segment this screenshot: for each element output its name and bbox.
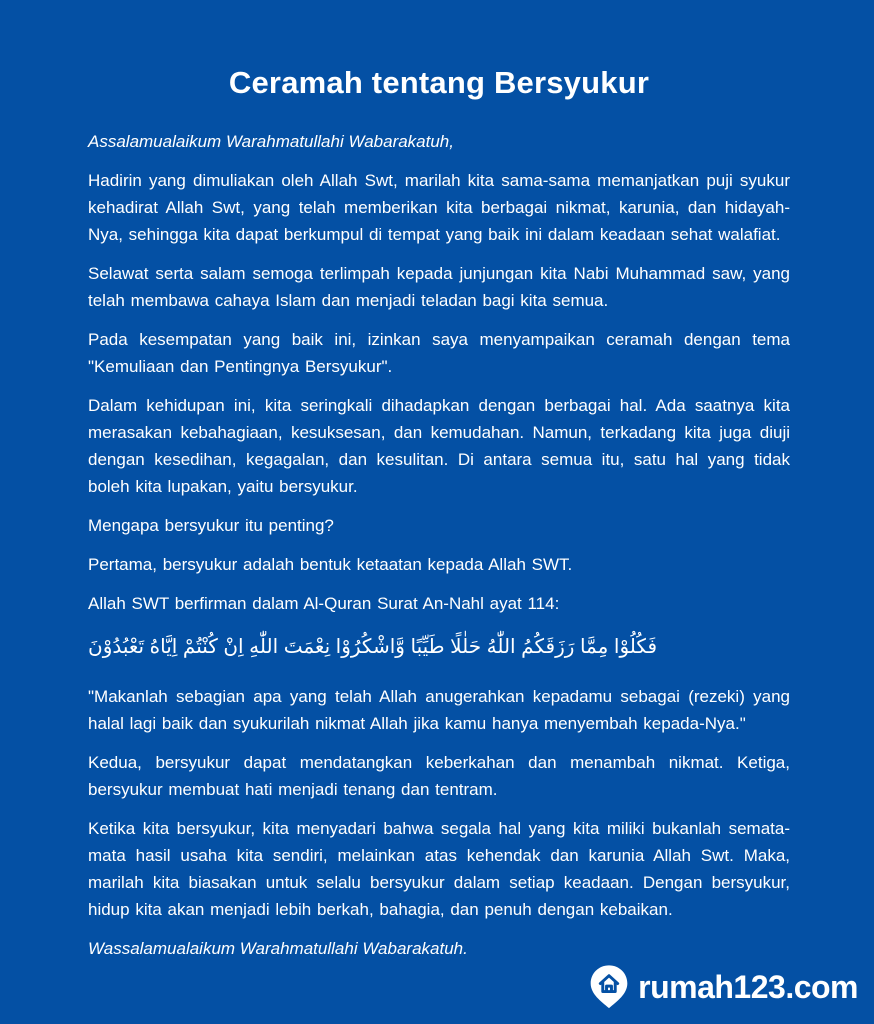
- opening-salutation: Assalamualaikum Warahmatullahi Wabarakatuh,: [88, 132, 454, 151]
- quran-verse-translation: "Makanlah sebagian apa yang telah Allah anugerahkan kepadamu sebagai (rezeki) yang halal lagi baik dan syukurilah nikmat Allah jika kamu hanya menyembah kepada-Nya.": [88, 687, 790, 733]
- paragraph-pertama: Pertama, bersyukur adalah bentuk ketaatan kepada Allah SWT.: [88, 555, 573, 574]
- paragraph-selawat: Selawat serta salam semoga terlimpah kepada junjungan kita Nabi Muhammad saw, yang telah membawa cahaya Islam dan menjadi teladan bagi kita semua.: [88, 264, 790, 310]
- paragraph-intro: Hadirin yang dimuliakan oleh Allah Swt, marilah kita sama-sama memanjatkan puji syukur kehadirat Allah Swt, yang telah memberikan kita berbagai nikmat, karunia, dan hidayah-Nya, sehingga kita dapat berkumpul di tempat yang baik ini dalam keadaan sehat walafiat.: [88, 171, 790, 244]
- document-body: [0, 64, 874, 962]
- paragraph-pertanyaan: Mengapa bersyukur itu penting?: [88, 516, 334, 535]
- paragraph-kehidupan: Dalam kehidupan ini, kita seringkali dihadapkan dengan berbagai hal. Ada saatnya kita merasakan kebahagiaan, kesuksesan, dan kemudahan. Namun, terkadang kita juga diuji dengan kesedihan, kegagalan, dan kesulitan. Di antara semua itu, satu hal yang tidak boleh kita lupakan, yaitu bersyukur.: [88, 396, 790, 496]
- rumah123-logo: [587, 963, 858, 1010]
- closing-salutation: Wassalamualaikum Warahmatullahi Wabarakatuh.: [88, 939, 468, 958]
- paragraph-kedua-ketiga: Kedua, bersyukur dapat mendatangkan keberkahan dan menambah nikmat. Ketiga, bersyukur membuat hati menjadi tenang dan tentram.: [88, 753, 790, 799]
- paragraph-dalil-intro: Allah SWT berfirman dalam Al-Quran Surat An-Nahl ayat 114:: [88, 594, 560, 613]
- paragraph-penutup: Ketika kita bersyukur, kita menyadari bahwa segala hal yang kita miliki bukanlah semata-mata hasil usaha kita sendiri, melainkan atas kehendak dan karunia Allah Swt. Maka, marilah kita biasakan untuk selalu bersyukur dalam setiap keadaan. Dengan bersyukur, hidup kita akan menjadi lebih berkah, bahagia, dan penuh dengan kebaikan.: [88, 819, 790, 919]
- paragraph-tema: Pada kesempatan yang baik ini, izinkan saya menyampaikan ceramah dengan tema "Kemuliaan dan Pentingnya Bersyukur".: [88, 330, 790, 376]
- page-title: Ceramah tentang Bersyukur: [228, 65, 650, 100]
- house-pin-icon: [587, 963, 631, 1010]
- quran-verse-arabic: فَكُلُوْا مِمَّا رَزَقَكُمُ اللّٰهُ حَلٰلًا طَيِّبًا وَّاشْكُرُوْا نِعْمَتَ اللّٰهِ اِنْ كُنْتُمْ اِيَّاهُ تَعْبُدُوْنَ: [88, 636, 658, 658]
- logo-text: rumah123.com: [638, 968, 858, 1005]
